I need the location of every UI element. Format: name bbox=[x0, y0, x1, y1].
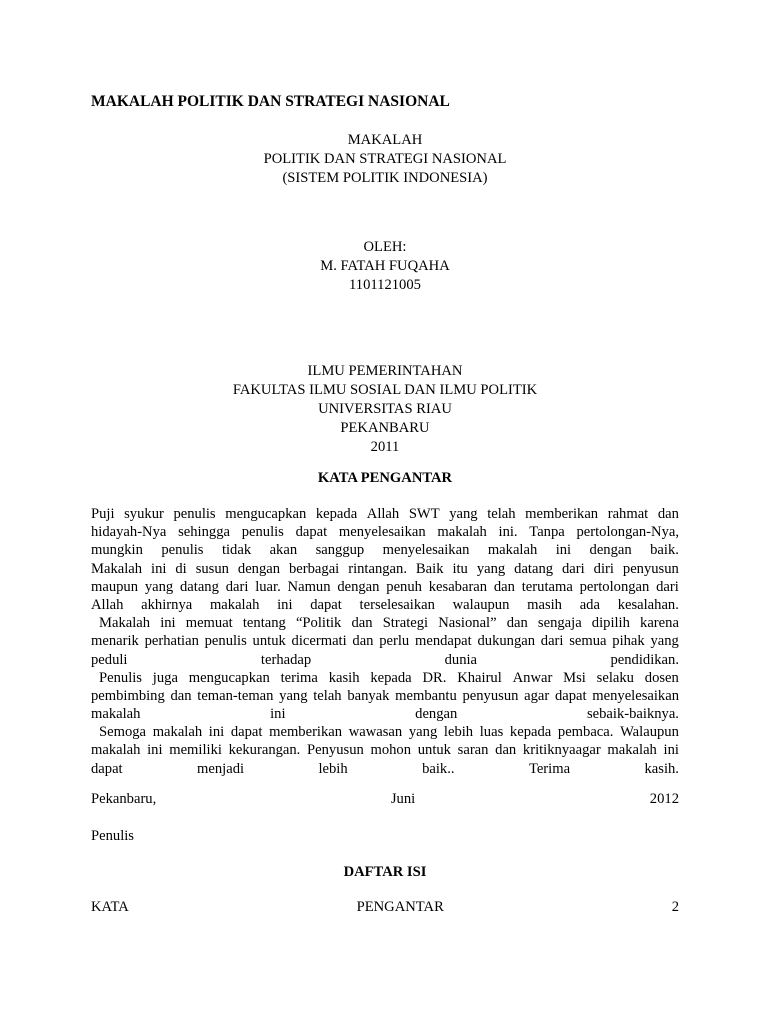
preface-word: pembimbing bbox=[91, 687, 165, 704]
preface-word: dipilih bbox=[591, 615, 630, 632]
preface-word: rintangan. bbox=[348, 560, 407, 577]
preface-word: ini. bbox=[498, 524, 518, 541]
preface-word: SWT bbox=[408, 506, 440, 522]
preface-word: telah bbox=[487, 506, 516, 522]
preface-word: diri bbox=[593, 560, 614, 577]
preface-word: baik.. bbox=[422, 760, 455, 777]
preface-word: pendidikan. bbox=[610, 651, 679, 668]
preface-word: tentang bbox=[242, 615, 286, 632]
preface-word: maupun bbox=[91, 578, 139, 595]
preface-word: memberikan bbox=[525, 506, 599, 522]
preface-line bbox=[91, 596, 679, 614]
preface-word: makalah bbox=[437, 524, 487, 541]
preface-word: telah bbox=[313, 687, 342, 704]
preface-word: kesabaran bbox=[428, 578, 488, 595]
preface-word: lebih bbox=[443, 724, 474, 741]
closing-month: Juni bbox=[390, 791, 416, 807]
preface-word: berbagai bbox=[289, 560, 340, 577]
preface-word: kritiknyaagar bbox=[522, 742, 601, 759]
preface-word: Semoga bbox=[99, 724, 147, 741]
preface-word: luar. bbox=[255, 578, 281, 595]
preface-word: dari bbox=[225, 578, 249, 595]
preface-word: ini bbox=[270, 706, 286, 723]
preface-word: Khairul bbox=[457, 669, 502, 686]
preface-word: juga bbox=[152, 669, 178, 686]
preface-word: luas bbox=[479, 724, 504, 741]
preface-word: DR. bbox=[422, 669, 447, 686]
preface-word: untuk bbox=[417, 742, 451, 759]
preface-word: Puji bbox=[91, 506, 115, 522]
preface-word: menarik bbox=[91, 633, 139, 650]
preface-word: penulis bbox=[204, 633, 247, 650]
preface-word: dunia bbox=[444, 651, 478, 668]
preface-word: kasih bbox=[328, 669, 360, 686]
preface-word: agar bbox=[524, 687, 550, 704]
preface-word: sehingga bbox=[178, 524, 230, 541]
preface-word: sanggup bbox=[315, 542, 365, 559]
preface-word: dosen bbox=[644, 669, 679, 686]
preface-word: penulis bbox=[173, 506, 216, 522]
preface-word: “Politik bbox=[295, 615, 342, 632]
preface-word: dapat bbox=[554, 687, 587, 704]
preface-word: kekurangan. bbox=[228, 742, 301, 759]
preface-word: dan bbox=[351, 615, 373, 632]
closing-place: Pekanbaru, bbox=[91, 791, 157, 807]
preface-word: ini bbox=[160, 615, 176, 632]
preface-word: Tanpa bbox=[529, 524, 565, 541]
preface-word: tidak bbox=[221, 542, 252, 559]
preface-word: memuat bbox=[185, 615, 233, 632]
preface-word: dicermati bbox=[291, 633, 347, 650]
preface-line bbox=[91, 760, 679, 778]
preface-word: walaupun bbox=[452, 596, 510, 613]
preface-word: dengan bbox=[415, 706, 458, 723]
preface-word: Namun bbox=[287, 578, 331, 595]
preface-word: Makalah bbox=[91, 560, 143, 577]
preface-word: perlu bbox=[379, 633, 410, 650]
preface-word: dengan bbox=[237, 560, 281, 577]
preface-word: banyak bbox=[347, 687, 390, 704]
institution-faculty: FAKULTAS ILMU SOSIAL DAN ILMU POLITIK bbox=[232, 382, 538, 398]
preface-word: yang bbox=[144, 578, 174, 595]
institution-university: UNIVERSITAS RIAU bbox=[318, 401, 452, 417]
preface-line bbox=[91, 523, 679, 541]
preface-word: memiliki bbox=[169, 742, 222, 759]
author-name: M. FATAH FUQAHA bbox=[320, 258, 450, 274]
preface-word: untuk bbox=[252, 633, 286, 650]
preface-word: akan bbox=[269, 542, 298, 559]
preface-word: wawasan bbox=[348, 724, 403, 741]
preface-body bbox=[91, 505, 679, 778]
preface-word: teman-teman bbox=[197, 687, 274, 704]
preface-line bbox=[91, 687, 679, 705]
preface-word: penyusun bbox=[622, 560, 679, 577]
preface-word: makalah bbox=[607, 742, 657, 759]
preface-word: susun bbox=[195, 560, 229, 577]
preface-word: itu bbox=[452, 560, 468, 577]
preface-word: terhadap bbox=[260, 651, 312, 668]
preface-word: Walaupun bbox=[620, 724, 679, 741]
author-student-id: 1101121005 bbox=[349, 277, 421, 293]
toc-heading: DAFTAR ISI bbox=[343, 864, 427, 880]
preface-line bbox=[91, 741, 679, 759]
preface-word: dan bbox=[352, 633, 374, 650]
preface-line bbox=[91, 723, 679, 741]
institution-block bbox=[91, 362, 679, 457]
preface-word: ada bbox=[579, 596, 600, 613]
closing-date-row bbox=[91, 791, 679, 808]
preface-word: dan bbox=[495, 742, 517, 759]
preface-word: kepada bbox=[509, 724, 552, 741]
preface-word: ini bbox=[277, 596, 293, 613]
preface-word: memberikan bbox=[269, 724, 343, 741]
preface-word: dukungan bbox=[477, 633, 536, 650]
cover-line-topic: POLITIK DAN STRATEGI NASIONAL bbox=[263, 151, 507, 167]
preface-word: hidayah-Nya bbox=[91, 524, 167, 541]
preface-word: penuh bbox=[386, 578, 422, 595]
preface-word: akhirnya bbox=[141, 596, 193, 613]
preface-word: dan bbox=[170, 687, 192, 704]
preface-word: dengan bbox=[337, 578, 380, 595]
preface-line bbox=[91, 651, 679, 669]
preface-word: sebaik-baiknya. bbox=[586, 706, 679, 723]
preface-word: menyelesaikan bbox=[592, 687, 679, 704]
preface-word: mengucapkan bbox=[225, 506, 307, 522]
preface-word: yang bbox=[279, 687, 308, 704]
preface-line bbox=[91, 632, 679, 650]
preface-word: dengan bbox=[589, 542, 632, 559]
preface-word: menyelesaikan bbox=[338, 524, 426, 541]
document-title: MAKALAH POLITIK DAN STRATEGI NASIONAL bbox=[91, 93, 450, 110]
preface-word: penyusun bbox=[462, 687, 519, 704]
preface-word: Penulis bbox=[99, 669, 142, 686]
preface-word: saran bbox=[457, 742, 489, 759]
preface-word: ini bbox=[147, 742, 163, 759]
preface-word: dapat bbox=[91, 760, 123, 777]
preface-word: membantu bbox=[395, 687, 457, 704]
preface-word: penulis bbox=[241, 524, 284, 541]
preface-word: dan bbox=[493, 578, 515, 595]
preface-word: Terima bbox=[528, 760, 571, 777]
cover-line-subtopic: (SISTEM POLITIK INDONESIA) bbox=[282, 170, 488, 186]
preface-heading: KATA PENGANTAR bbox=[317, 470, 453, 486]
preface-word: karena bbox=[640, 615, 679, 632]
cover-line-makalah: MAKALAH bbox=[347, 132, 423, 148]
preface-word: penulis bbox=[161, 542, 204, 559]
preface-word: mengucapkan bbox=[188, 669, 270, 686]
preface-word: Penyusun bbox=[307, 742, 364, 759]
preface-word: ini bbox=[151, 560, 167, 577]
institution-year: 2011 bbox=[370, 439, 400, 455]
preface-word: sengaja bbox=[537, 615, 582, 632]
preface-word: Allah bbox=[366, 506, 400, 522]
preface-word: makalah bbox=[152, 724, 203, 741]
closing-signer: Penulis bbox=[91, 828, 134, 844]
preface-word: menjadi bbox=[197, 760, 245, 777]
preface-word: terselesaikan bbox=[359, 596, 435, 613]
preface-word: rahmat bbox=[607, 506, 649, 522]
cover-title-block bbox=[91, 131, 679, 188]
preface-word: kepada bbox=[315, 506, 358, 522]
author-by-label: OLEH: bbox=[363, 239, 407, 255]
preface-word: dari bbox=[540, 633, 564, 650]
preface-word: makalah bbox=[487, 542, 538, 559]
preface-word: perhatian bbox=[144, 633, 199, 650]
toc-entry-word1: KATA bbox=[91, 899, 129, 915]
preface-word: mohon bbox=[370, 742, 412, 759]
closing-year: 2012 bbox=[649, 791, 679, 807]
toc-entry-page: 2 bbox=[671, 899, 679, 915]
preface-word: Makalah bbox=[99, 615, 151, 632]
toc-entry-word2: PENGANTAR bbox=[356, 899, 444, 915]
preface-word: ini bbox=[208, 724, 225, 741]
preface-line bbox=[91, 541, 679, 559]
preface-word: kasih. bbox=[644, 760, 679, 777]
preface-word: di bbox=[175, 560, 187, 577]
preface-word: yang bbox=[650, 633, 679, 650]
toc-entry[interactable] bbox=[91, 899, 679, 916]
preface-word: masih bbox=[527, 596, 562, 613]
preface-line bbox=[91, 705, 679, 723]
preface-word: Nasional” bbox=[438, 615, 497, 632]
preface-word: dapat bbox=[310, 596, 342, 613]
preface-word: pihak bbox=[612, 633, 645, 650]
preface-word: pembaca. bbox=[557, 724, 614, 741]
preface-line bbox=[91, 614, 679, 632]
preface-word: datang bbox=[514, 560, 554, 577]
preface-word: Strategi bbox=[382, 615, 429, 632]
preface-word: syukur bbox=[124, 506, 164, 522]
preface-word: yang bbox=[476, 560, 506, 577]
preface-line bbox=[91, 669, 679, 687]
preface-word: terutama bbox=[521, 578, 573, 595]
preface-word: mungkin bbox=[91, 542, 143, 559]
preface-word: terima bbox=[280, 669, 318, 686]
preface-word: pertolongan bbox=[579, 578, 650, 595]
preface-word: lebih bbox=[318, 760, 348, 777]
preface-word: dapat bbox=[295, 524, 328, 541]
preface-word: makalah bbox=[91, 742, 141, 759]
preface-word: makalah bbox=[209, 596, 260, 613]
preface-word: ini bbox=[555, 542, 572, 559]
preface-word: dari bbox=[656, 578, 679, 595]
preface-word: dari bbox=[562, 560, 585, 577]
preface-word: mendapat bbox=[414, 633, 472, 650]
preface-word: datang bbox=[180, 578, 219, 595]
preface-word: menyelesaikan bbox=[382, 542, 470, 559]
preface-word: semua bbox=[569, 633, 607, 650]
preface-word: makalah bbox=[91, 706, 141, 723]
preface-word: yang bbox=[408, 724, 438, 741]
preface-line bbox=[91, 578, 679, 596]
preface-word: Baik bbox=[415, 560, 444, 577]
preface-word: Allah bbox=[91, 596, 124, 613]
preface-word: kesalahan. bbox=[617, 596, 679, 613]
preface-word: dan bbox=[657, 506, 679, 522]
author-block bbox=[91, 238, 679, 295]
preface-word: pertolongan-Nya, bbox=[576, 524, 679, 541]
preface-line bbox=[91, 560, 679, 578]
preface-word: Msi bbox=[563, 669, 586, 686]
preface-word: yang bbox=[449, 506, 478, 522]
preface-word: dapat bbox=[230, 724, 263, 741]
institution-city: PEKANBARU bbox=[340, 420, 430, 436]
preface-word: peduli bbox=[91, 651, 128, 668]
preface-word: kepada bbox=[370, 669, 412, 686]
preface-line bbox=[91, 505, 679, 523]
preface-word: ini bbox=[663, 742, 679, 759]
institution-program: ILMU PEMERINTAHAN bbox=[307, 363, 463, 379]
preface-word: baik. bbox=[650, 542, 679, 559]
preface-word: dan bbox=[506, 615, 528, 632]
preface-word: Anwar bbox=[512, 669, 553, 686]
preface-word: selaku bbox=[596, 669, 634, 686]
